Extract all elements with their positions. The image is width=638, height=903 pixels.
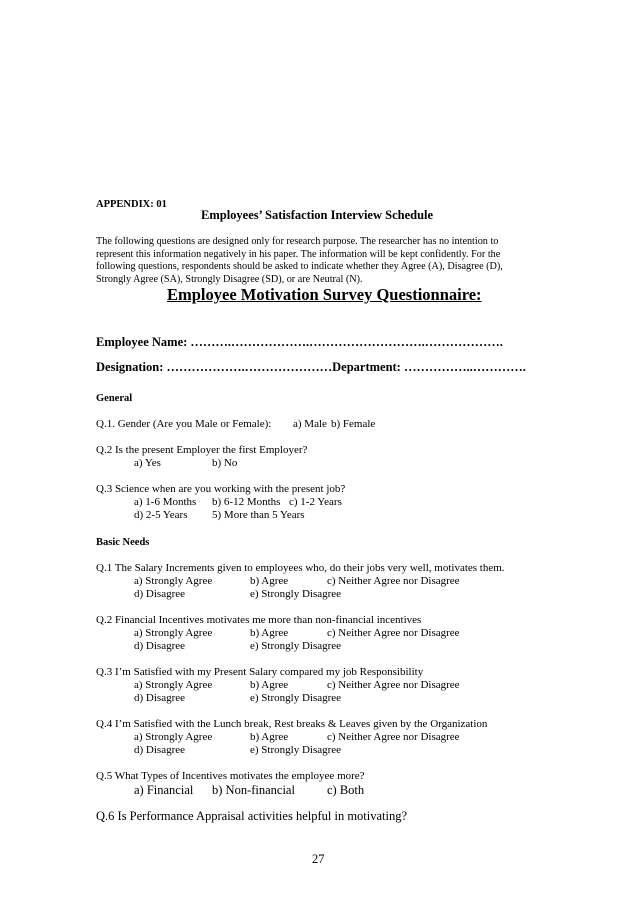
option-neither: c) Neither Agree nor Disagree [327, 575, 460, 587]
option-agree: b) Agree [250, 731, 289, 743]
intro-line: The following questions are designed only for research purpose. The researcher has no intention to [96, 236, 499, 247]
option-strongly-disagree: e) Strongly Disagree [250, 640, 342, 652]
option-strongly-agree: a) Strongly Agree [134, 731, 213, 743]
page-number: 27 [312, 852, 325, 866]
option-neither: c) Neither Agree nor Disagree [327, 679, 460, 691]
question-bq4: Q.4 I’m Satisfied with the Lunch break, Rest breaks & Leaves given by the Organization [96, 718, 488, 730]
question-bq2: Q.2 Financial Incentives motivates me more than non-financial incentives [96, 614, 422, 626]
option-strongly-disagree: e) Strongly Disagree [250, 744, 342, 756]
intro-paragraph [96, 236, 536, 286]
option-strongly-agree: a) Strongly Agree [134, 575, 213, 587]
option-strongly-agree: a) Strongly Agree [134, 679, 213, 691]
option-neither: c) Neither Agree nor Disagree [327, 627, 460, 639]
option-tenure: b) 6-12 Months [212, 496, 281, 508]
option-yes: a) Yes [134, 457, 161, 469]
question-bq5: Q.5 What Types of Incentives motivates the employee more? [96, 770, 365, 782]
option-strongly-disagree: e) Strongly Disagree [250, 692, 342, 704]
section-heading-general: General [96, 393, 133, 404]
option-strongly-disagree: e) Strongly Disagree [250, 588, 342, 600]
option-financial: a) Financial [134, 783, 194, 797]
option-agree: b) Agree [250, 627, 289, 639]
option-tenure: a) 1-6 Months [134, 496, 197, 508]
question-bq6: Q.6 Is Performance Appraisal activities helpful in motivating? [96, 809, 408, 823]
option-no: b) No [212, 457, 238, 469]
option-both: c) Both [327, 783, 365, 797]
intro-line: following questions, respondents should be asked to indicate whether they Agree (A), Disagree (D), [96, 261, 503, 273]
option-non-financial: b) Non-financial [212, 783, 295, 797]
question-q3-tenure: Q.3 Science when are you working with the present job? [96, 483, 346, 495]
intro-line: Strongly Agree (SA), Strongly Disagree (SD), or are Neutral (N). [96, 273, 363, 285]
designation-field: Designation: ……………….…………………Department: ……………..…………. [96, 360, 526, 374]
section-heading-basic-needs: Basic Needs [96, 537, 150, 548]
option-tenure: c) 1-2 Years [289, 496, 342, 508]
intro-line: represent this information negatively in his paper. The information will be kept confidently. For the [96, 248, 501, 260]
question-q1-gender: Q.1. Gender (Are you Male or Female): [96, 418, 272, 430]
option-disagree: d) Disagree [134, 640, 186, 652]
option-disagree: d) Disagree [134, 588, 186, 600]
appendix-label: APPENDIX: 01 [96, 199, 167, 210]
survey-title: Employee Motivation Survey Questionnaire: [167, 285, 482, 304]
schedule-title: Employees’ Satisfaction Interview Schedule [201, 208, 434, 222]
option-male: a) Male [293, 418, 327, 430]
employee-name-field: Employee Name: ……….……………….……………………….………………. [96, 335, 503, 349]
option-tenure: d) 2-5 Years [134, 509, 188, 521]
option-neither: c) Neither Agree nor Disagree [327, 731, 460, 743]
option-agree: b) Agree [250, 679, 289, 691]
question-q2-employer: Q.2 Is the present Employer the first Employer? [96, 444, 308, 456]
option-female: b) Female [331, 418, 376, 430]
option-agree: b) Agree [250, 575, 289, 587]
option-tenure: 5) More than 5 Years [212, 509, 305, 521]
option-strongly-agree: a) Strongly Agree [134, 627, 213, 639]
question-bq3: Q.3 I’m Satisfied with my Present Salary compared my job Responsibility [96, 666, 424, 678]
question-bq1: Q.1 The Salary Increments given to employees who, do their jobs very well, motivates them. [96, 562, 505, 574]
option-disagree: d) Disagree [134, 692, 186, 704]
option-disagree: d) Disagree [134, 744, 186, 756]
